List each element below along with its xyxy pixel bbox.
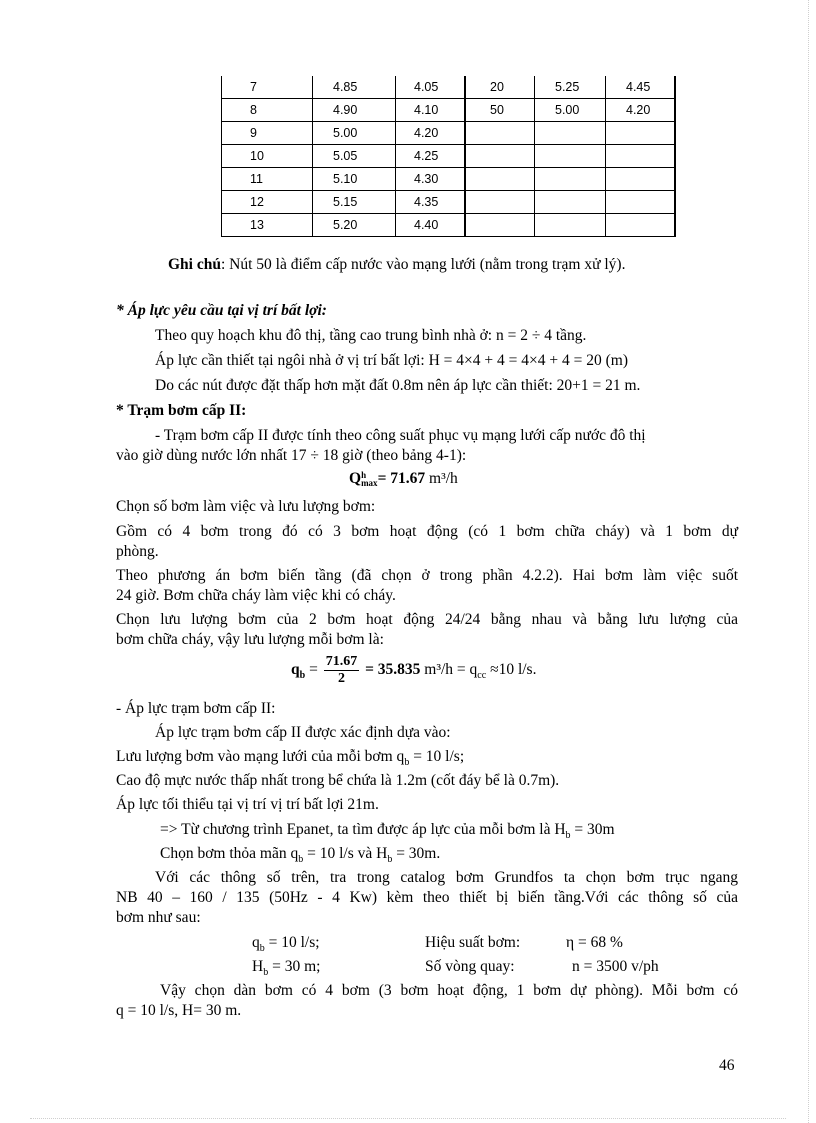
formula-unit: m³/h = q [420, 661, 478, 679]
table-note [168, 256, 625, 274]
table-cell: 4.20 [396, 122, 466, 145]
section-heading-pump-station: * Trạm bơm cấp II: [116, 402, 247, 419]
table-cell: 11 [222, 168, 313, 191]
page-number: 46 [719, 1057, 735, 1074]
formula-symbol: Q [349, 470, 362, 487]
text-span: Lưu lượng bơm vào mạng lưới của mỗi bơm q [116, 748, 405, 765]
text-span: Chọn bơm thỏa mãn q [160, 845, 299, 862]
formula-tail: ≈10 l/s. [486, 661, 537, 679]
text-span: = 30m. [392, 845, 441, 862]
text-line: NB 40 – 160 / 135 (50Hz - 4 Kw) kèm theo thiết bị biến tầng.Với các thông số của [116, 889, 738, 906]
table-cell: 4.90 [313, 99, 396, 122]
table-cell [465, 191, 535, 214]
table-cell: 50 [465, 99, 535, 122]
table-cell [606, 168, 676, 191]
table-cell: 5.10 [313, 168, 396, 191]
table-cell: 12 [222, 191, 313, 214]
table-cell [535, 122, 606, 145]
text-span: = 10 l/s; [264, 934, 320, 951]
table-cell: 4.45 [606, 76, 676, 99]
text-line: Cao độ mực nước thấp nhất trong bể chứa là 1.2m (cốt đáy bể là 0.7m). [116, 772, 560, 789]
text-line: phòng. [116, 543, 159, 560]
formula-value: = 71.67 [377, 470, 426, 487]
text-line: Chọn lưu lượng bơm của 2 bơm hoạt động 24/24 bằng nhau và bằng lưu lượng của [116, 611, 738, 628]
formula-qmax [349, 470, 458, 488]
text-line: Gồm có 4 bơm trong đó có 3 bơm hoạt động (có 1 bơm chữa cháy) và 1 bơm dự [116, 523, 738, 540]
table-cell [606, 214, 676, 237]
section-heading-pressure: * Áp lực yêu cầu tại vị trí bất lợi: [116, 302, 327, 319]
formula-unit: m³/h [425, 470, 458, 487]
formula-symbol: q [291, 661, 300, 679]
spec-flow [252, 934, 320, 954]
table-cell: 9 [222, 122, 313, 145]
table-row [222, 122, 676, 145]
text-line: Theo phương án bơm biến tầng (đã chọn ở trong phần 4.2.2). Hai bơm làm việc suốt [116, 567, 738, 584]
table-cell: 4.35 [396, 191, 466, 214]
table-cell [535, 168, 606, 191]
table-cell [606, 191, 676, 214]
text-line [160, 845, 440, 865]
fraction-denominator: 2 [337, 671, 345, 686]
note-text: : Nút 50 là điểm cấp nước vào mạng lưới (nằm trong trạm xử lý). [220, 256, 626, 273]
text-span: = 30 m; [268, 958, 321, 975]
text-line: 24 giờ. Bơm chữa cháy làm việc khi có cháy. [116, 587, 396, 604]
table-cell: 4.85 [313, 76, 396, 99]
text-line: bơm như sau: [116, 909, 201, 926]
table-cell [535, 191, 606, 214]
table-cell [465, 214, 535, 237]
text-span: q [252, 934, 260, 951]
spec-speed-label: Số vòng quay: [425, 958, 515, 975]
text-line: Vậy chọn dàn bơm có 4 bơm (3 bơm hoạt động, 1 bơm dự phòng). Mỗi bơm có [160, 982, 738, 999]
text-line [116, 748, 464, 768]
table-cell: 4.30 [396, 168, 466, 191]
table-cell [465, 145, 535, 168]
table-cell: 4.20 [606, 99, 676, 122]
table-row [222, 145, 676, 168]
table-cell: 5.15 [313, 191, 396, 214]
subscript: b [387, 854, 393, 866]
text-line: Áp lực cần thiết tại ngôi nhà ở vị trí bất lợi: H = 4×4 + 4 = 4×4 + 4 = 20 (m) [155, 352, 628, 369]
table-row [222, 99, 676, 122]
formula-sub: max [361, 478, 378, 489]
table-cell: 4.25 [396, 145, 466, 168]
table-row [222, 168, 676, 191]
text-line: vào giờ dùng nước lớn nhất 17 ÷ 18 giờ (theo bảng 4-1): [116, 447, 467, 464]
table-cell: 7 [222, 76, 313, 99]
page-edge-bottom [30, 1118, 786, 1119]
text-span: = 10 l/s; [409, 748, 465, 765]
formula-sub: b [299, 670, 306, 682]
text-line: - Trạm bơm cấp II được tính theo công suất phục vụ mạng lưới cấp nước đô thị [155, 427, 646, 444]
text-line: bơm chữa cháy, vậy lưu lượng mỗi bơm là: [116, 631, 384, 648]
spec-efficiency-value: η = 68 % [566, 934, 623, 951]
table-row [222, 214, 676, 237]
table-cell: 10 [222, 145, 313, 168]
table-cell: 4.10 [396, 99, 466, 122]
table-cell: 8 [222, 99, 313, 122]
text-span: = 30m [570, 821, 615, 838]
table-cell [606, 122, 676, 145]
text-line [160, 821, 615, 841]
table-cell: 20 [465, 76, 535, 99]
page-edge-right [808, 0, 809, 1123]
table-cell: 5.20 [313, 214, 396, 237]
formula-fraction [324, 654, 360, 687]
text-line: Áp lực tối thiểu tại vị trí vị trí bất lợi 21m. [116, 796, 379, 813]
formula-qb [291, 654, 536, 687]
subscript: b [263, 967, 269, 979]
fraction-numerator: 71.67 [325, 654, 358, 669]
text-line: Áp lực trạm bơm cấp II được xác định dựa vào: [155, 724, 451, 741]
spec-efficiency-label: Hiệu suất bơm: [425, 934, 521, 951]
formula-equals: = [305, 661, 322, 679]
subscript: b [404, 757, 410, 769]
section-heading-pressure-station: - Áp lực trạm bơm cấp II: [116, 700, 276, 717]
table-row [222, 191, 676, 214]
table-cell [606, 145, 676, 168]
subscript: b [565, 830, 571, 842]
subscript: b [259, 943, 265, 955]
table-cell: 5.00 [313, 122, 396, 145]
data-table [221, 76, 676, 237]
text-span: = 10 l/s và H [303, 845, 388, 862]
table-cell: 5.05 [313, 145, 396, 168]
subscript: b [298, 854, 304, 866]
spec-head [252, 958, 320, 978]
text-line: q = 10 l/s, H= 30 m. [116, 1002, 242, 1019]
table-cell: 13 [222, 214, 313, 237]
text-line: Theo quy hoạch khu đô thị, tầng cao trung bình nhà ở: n = 2 ÷ 4 tầng. [155, 327, 587, 344]
table-cell [465, 168, 535, 191]
table-cell: 5.00 [535, 99, 606, 122]
table-cell [465, 122, 535, 145]
table-row [222, 76, 676, 99]
formula-sub: cc [477, 670, 487, 682]
spec-speed-value: n = 3500 v/ph [572, 958, 659, 975]
text-line: Do các nút được đặt thấp hơn mặt đất 0.8m nên áp lực cần thiết: 20+1 = 21 m. [155, 377, 641, 394]
table-cell [535, 145, 606, 168]
text-line: Chọn số bơm làm việc và lưu lượng bơm: [116, 498, 376, 515]
formula-sup: h [361, 470, 367, 481]
table-cell: 4.40 [396, 214, 466, 237]
formula-value: = 35.835 [361, 661, 421, 679]
table-cell [535, 214, 606, 237]
text-line: Với các thông số trên, tra trong catalog bơm Grundfos ta chọn bơm trục ngang [155, 869, 738, 886]
text-span: => Từ chương trình Epanet, ta tìm được áp lực của mỗi bơm là H [160, 821, 566, 838]
text-span: H [252, 958, 264, 975]
note-label: Ghi chú [168, 256, 221, 273]
table-cell: 4.05 [396, 76, 466, 99]
table-cell: 5.25 [535, 76, 606, 99]
